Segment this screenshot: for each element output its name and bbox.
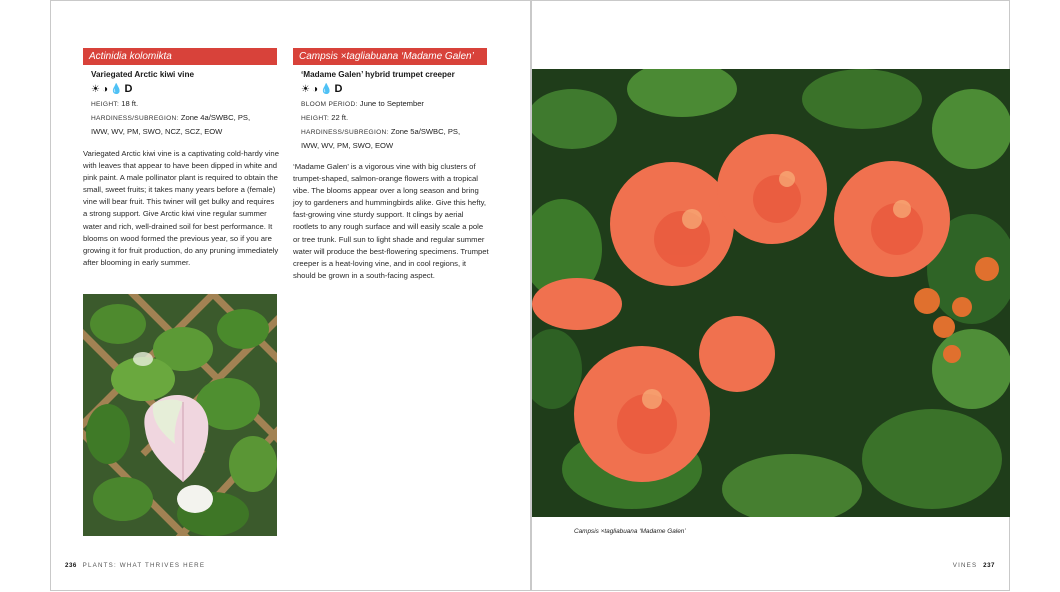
height-value: 22 ft. xyxy=(331,113,349,122)
water-drop-icon: 💧 xyxy=(320,84,335,95)
description-1: Variegated Arctic kiwi vine is a captivating cold-hardy vine with leaves that appear to have been dipped in white and pink paint. A male pollinator plant is required to obtain the small, sweet fruits; it takes many years before a (female) vine will bear fruit. This twiner will get bulky and requires a strong support. Give Arctic kiwi vine regular summer water and rich, well-drained soil for best performance. It blooms on wood formed the previous year, so if you are growing it for fruit production, do any pruning immediately after blooming in early summer. xyxy=(83,149,279,267)
left-page xyxy=(50,0,531,591)
latin-name-header-2: Campsis ×tagliabuana ‘Madame Galen’ xyxy=(293,48,487,65)
drought-tolerant-letter: D xyxy=(334,83,345,95)
page-number-right: 237 xyxy=(983,562,995,569)
bloom-period-label: BLOOM PERIOD: xyxy=(301,101,358,108)
page-number-left: 236 xyxy=(65,562,77,569)
growing-icons-1 xyxy=(91,83,134,95)
description-2: ‘Madame Galen’ is a vigorous vine with big clusters of trumpet-shaped, salmon-orange flowers with a tropical vibe. The blooms appear over a long season and bring joy to gardeners and hummingbirds alike. Give this hefty, fast-growing vine sturdy support. It clings by aerial rootlets to any rough surface and will easily scale a pole or tree trunk. Full sun to light shade and regular summer water will produce the best-flowering specimens. Trumpet creeper is a heat-loving vine, and in cool regions, it should be grown in a south-facing aspect. xyxy=(293,162,489,280)
height-label: HEIGHT: xyxy=(301,115,330,122)
sun-icon: ☀ xyxy=(91,84,102,95)
photo-caption: Campsis ×tagliabuana ‘Madame Galen’ xyxy=(574,528,686,535)
running-head-left: PLANTS: WHAT THRIVES HERE xyxy=(82,562,206,569)
left-folio xyxy=(65,562,205,569)
hardiness-label: HARDINESS/SUBREGION: xyxy=(301,129,389,136)
kiwi-vine-photo xyxy=(83,294,277,536)
height-label: HEIGHT: xyxy=(91,101,120,108)
book-spread xyxy=(50,0,1010,592)
hardiness-value: Zone 4a/SWBC, PS, xyxy=(180,113,251,122)
latin-name-header-1: Actinidia kolomikta xyxy=(83,48,277,65)
part-shade-icon: ◑ xyxy=(311,84,321,95)
plant-details-2 xyxy=(301,97,491,152)
growing-icons-2 xyxy=(301,83,344,95)
part-shade-icon: ◑ xyxy=(101,84,111,95)
water-drop-icon: 💧 xyxy=(110,84,125,95)
trumpet-creeper-photo xyxy=(532,69,1010,517)
hardiness-label: HARDINESS/SUBREGION: xyxy=(91,115,179,122)
running-head-right: VINES xyxy=(952,562,978,569)
height-value: 18 ft. xyxy=(121,99,139,108)
hardiness-value-cont: IWW, WV, PM, SWO, NCZ, SCZ, EOW xyxy=(91,127,223,136)
common-name-2: ‘Madame Galen’ hybrid trumpet creeper xyxy=(301,70,455,79)
bloom-period-value: June to September xyxy=(359,99,424,108)
plant-details-1 xyxy=(91,97,281,138)
right-folio xyxy=(953,562,995,569)
hardiness-value-cont: IWW, WV, PM, SWO, EOW xyxy=(301,141,394,150)
drought-tolerant-letter: D xyxy=(124,83,135,95)
right-page xyxy=(531,0,1010,591)
sun-icon: ☀ xyxy=(301,84,312,95)
common-name-1: Variegated Arctic kiwi vine xyxy=(91,70,194,79)
hardiness-value: Zone 5a/SWBC, PS, xyxy=(390,127,461,136)
